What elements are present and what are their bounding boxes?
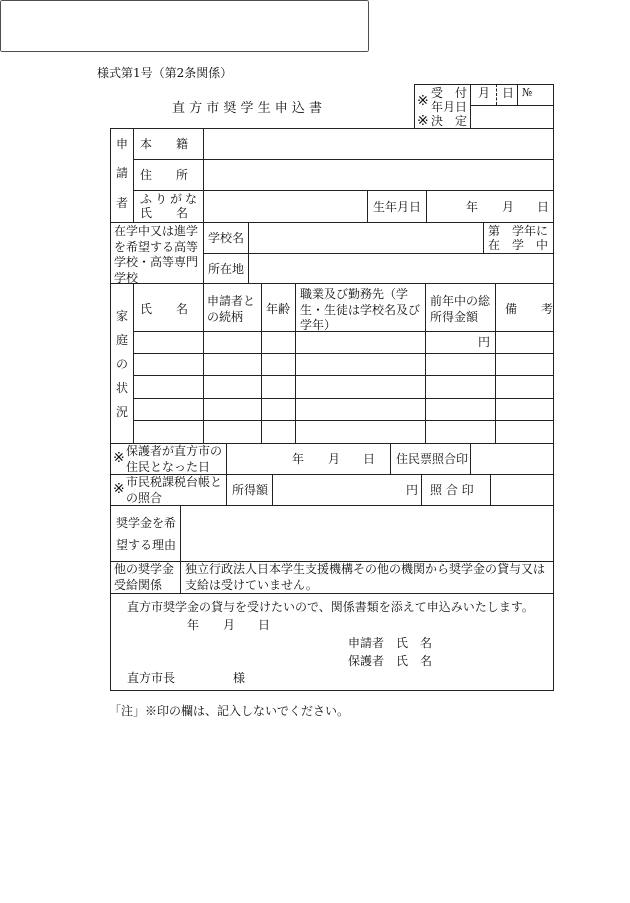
other-scholarship-label: 他の奨学金受給関係 — [114, 562, 175, 592]
family-label-char-3: の — [116, 357, 129, 371]
address-input[interactable] — [208, 165, 548, 185]
tax-mark: ※ — [113, 481, 125, 497]
tax-label: 市民税課税台帳との照合 — [126, 475, 223, 505]
declaration-text: 直方市奨学金の貸与を受けたいので、関係書類を添えて申込みいたします。 — [127, 600, 534, 614]
residence-month-label: 月 — [328, 452, 341, 466]
honseki-input[interactable] — [208, 134, 548, 154]
declaration-mayor-label: 直方市長 — [127, 671, 176, 685]
residence-year-label: 年 — [292, 452, 305, 466]
reception-month-label: 月 — [478, 86, 491, 100]
furigana-label: ふりがな — [140, 192, 201, 206]
family-label-char-1: 家 — [116, 309, 129, 323]
family-label-char-5: 況 — [116, 405, 129, 419]
reception-date-label: 年月日 — [431, 100, 468, 114]
family-header-income: 前年中の総所得金額 — [430, 294, 491, 324]
tax-yen: 円 — [406, 483, 419, 497]
tax-check-label: 照 合 印 — [430, 483, 474, 497]
reason-label-line-2: 望する理由 — [116, 538, 177, 552]
declaration-applicant-label: 申請者 氏 名 — [348, 636, 433, 650]
school-name-input[interactable] — [253, 228, 478, 248]
section-label-char-1: 申 — [116, 137, 129, 151]
tax-income-label: 所得額 — [232, 483, 269, 497]
declaration-sama-label: 様 — [233, 671, 246, 685]
family-header-name: 氏 名 — [140, 302, 189, 316]
birth-day-label: 日 — [537, 200, 550, 214]
school-location-label: 所在地 — [208, 262, 245, 276]
section-label-char-3: 者 — [116, 196, 129, 210]
family-header-relation: 申請者との続柄 — [207, 294, 256, 324]
declaration-day-label: 日 — [258, 618, 271, 632]
birth-year-label: 年 — [466, 200, 479, 214]
residence-label: 保護者が直方市の住民となった日 — [126, 444, 223, 474]
address-label: 住 所 — [140, 168, 189, 182]
footnote: 「注」※印の欄は、記入しないでください。 — [109, 704, 350, 718]
residence-mark: ※ — [113, 450, 125, 466]
decision-label: 決 定 — [431, 114, 468, 128]
other-scholarship-text: 独立行政法人日本学生支援機構その他の機関から奨学金の貸与又は支給は受けていません。 — [185, 562, 546, 592]
birth-date-label: 生年月日 — [373, 200, 422, 214]
grade-label-2: 在 学 中 — [488, 238, 549, 252]
school-section-label: 在学中又は進学を希望する高等学校・高等専門学校 — [114, 224, 199, 285]
reception-label: 受 付 — [431, 86, 468, 100]
school-location-input[interactable] — [253, 259, 548, 279]
reception-mark: ※ — [417, 93, 429, 109]
school-name-label: 学校名 — [208, 231, 245, 245]
declaration-month-label: 月 — [223, 618, 236, 632]
form-number: 様式第1号（第2条関係） — [97, 66, 233, 80]
family-header-work: 職業及び勤務先（学生・生徒は学校名及び学年） — [300, 287, 421, 333]
residence-check-label: 住民票照合印 — [396, 452, 469, 466]
decision-mark: ※ — [417, 113, 429, 129]
grade-label-1: 第 学年に — [488, 224, 549, 238]
declaration-guardian-label: 保護者 氏 名 — [348, 654, 433, 668]
family-label-char-2: 庭 — [116, 333, 129, 347]
section-label-char-2: 請 — [116, 166, 129, 180]
reason-label-line-1: 奨学金を希 — [116, 516, 177, 530]
family-label-char-4: 状 — [116, 381, 129, 395]
honseki-label: 本 籍 — [140, 137, 189, 151]
family-income-yen: 円 — [478, 335, 491, 349]
declaration-year-label: 年 — [187, 618, 200, 632]
reception-no-label: № — [522, 86, 533, 99]
birth-month-label: 月 — [502, 200, 515, 214]
reception-day-label: 日 — [502, 86, 515, 100]
reason-input[interactable] — [0, 0, 369, 52]
family-header-age: 年齢 — [266, 302, 291, 316]
applicant-name-input[interactable] — [208, 196, 363, 218]
form-title: 直 方 市 奨 学 生 申 込 書 — [172, 101, 323, 116]
name-label: 氏 名 — [140, 206, 189, 220]
family-header-remarks: 備 考 — [505, 302, 554, 316]
residence-day-label: 日 — [363, 452, 376, 466]
